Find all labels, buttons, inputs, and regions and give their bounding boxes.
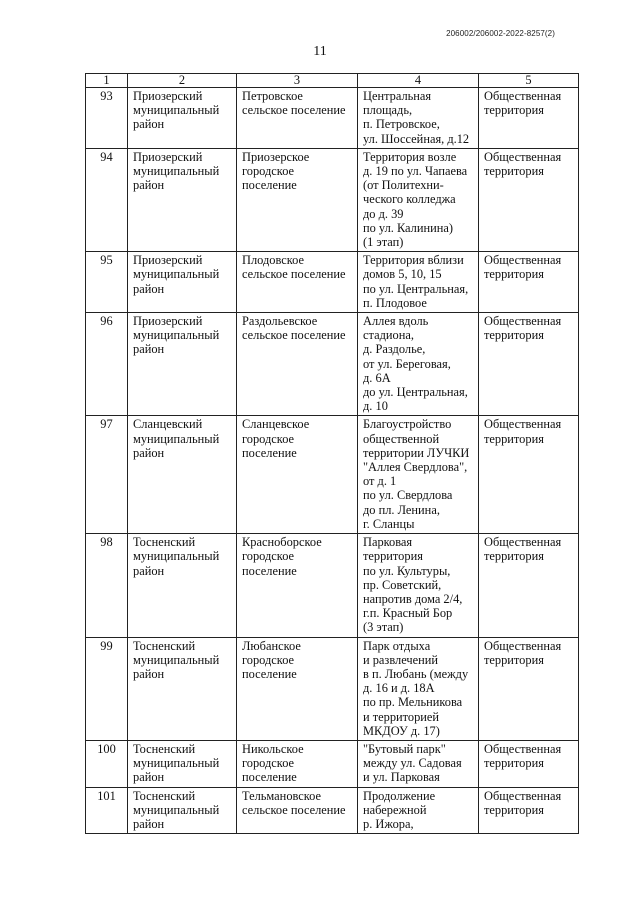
table-row xyxy=(86,637,579,740)
cell-number: 101 xyxy=(86,787,128,834)
table-row xyxy=(86,252,579,313)
cell-settlement: Тельмановское сельское поселение xyxy=(237,787,358,834)
cell-settlement: Никольское городское поселение xyxy=(237,740,358,787)
cell-object: Территория вблизи домов 5, 10, 15 по ул. Центральная, п. Плодовое xyxy=(358,252,479,313)
cell-district: Сланцевский муниципальный район xyxy=(128,416,237,534)
table-row xyxy=(86,148,579,251)
cell-object: Парк отдыха и развлечений в п. Любань (между д. 16 и д. 18А по пр. Мельникова и территорией МКДОУ д. 17) xyxy=(358,637,479,740)
cell-settlement: Петровское сельское поселение xyxy=(237,88,358,149)
cell-type: Общественная территория xyxy=(479,313,579,416)
cell-number: 93 xyxy=(86,88,128,149)
column-header-2: 2 xyxy=(128,74,237,88)
cell-object: Благоустройство общественной территории ЛУЧКИ "Аллея Свердлова", от д. 1 по ул. Свердлова до пл. Ленина, г. Сланцы xyxy=(358,416,479,534)
cell-number: 97 xyxy=(86,416,128,534)
table-row xyxy=(86,787,579,834)
cell-type: Общественная территория xyxy=(479,534,579,637)
page-number: 11 xyxy=(313,44,327,59)
territories-table xyxy=(85,73,579,834)
cell-settlement: Сланцевское городское поселение xyxy=(237,416,358,534)
column-header-4: 4 xyxy=(358,74,479,88)
cell-object: "Бутовый парк" между ул. Садовая и ул. Парковая xyxy=(358,740,479,787)
cell-settlement: Красноборское городское поселение xyxy=(237,534,358,637)
table-row xyxy=(86,313,579,416)
cell-district: Тосненский муниципальный район xyxy=(128,637,237,740)
cell-settlement: Плодовское сельское поселение xyxy=(237,252,358,313)
cell-district: Тосненский муниципальный район xyxy=(128,534,237,637)
cell-number: 98 xyxy=(86,534,128,637)
column-header-3: 3 xyxy=(237,74,358,88)
cell-district: Приозерский муниципальный район xyxy=(128,148,237,251)
cell-district: Приозерский муниципальный район xyxy=(128,88,237,149)
cell-district: Приозерский муниципальный район xyxy=(128,252,237,313)
cell-type: Общественная территория xyxy=(479,148,579,251)
cell-district: Тосненский муниципальный район xyxy=(128,740,237,787)
table-header-row xyxy=(86,74,579,88)
cell-object: Аллея вдоль стадиона, д. Раздолье, от ул. Береговая, д. 6А до ул. Центральная, д. 10 xyxy=(358,313,479,416)
cell-object: Территория возле д. 19 по ул. Чапаева (от Политехни- ческого колледжа до д. 39 по ул. Калинина) (1 этап) xyxy=(358,148,479,251)
cell-type: Общественная территория xyxy=(479,740,579,787)
cell-settlement: Любанское городское поселение xyxy=(237,637,358,740)
table-body xyxy=(86,88,579,834)
cell-type: Общественная территория xyxy=(479,252,579,313)
cell-type: Общественная территория xyxy=(479,787,579,834)
cell-object: Центральная площадь, п. Петровское, ул. Шоссейная, д.12 xyxy=(358,88,479,149)
cell-settlement: Приозерское городское поселение xyxy=(237,148,358,251)
cell-settlement: Раздольевское сельское поселение xyxy=(237,313,358,416)
cell-object: Парковая территория по ул. Культуры, пр. Советский, напротив дома 2/4, г.п. Красный Бор (3 этап) xyxy=(358,534,479,637)
cell-district: Приозерский муниципальный район xyxy=(128,313,237,416)
cell-type: Общественная территория xyxy=(479,416,579,534)
cell-district: Тосненский муниципальный район xyxy=(128,787,237,834)
cell-number: 99 xyxy=(86,637,128,740)
column-header-1: 1 xyxy=(86,74,128,88)
cell-number: 100 xyxy=(86,740,128,787)
cell-type: Общественная территория xyxy=(479,637,579,740)
document-id: 206002/206002-2022-8257(2) xyxy=(446,29,555,38)
column-header-5: 5 xyxy=(479,74,579,88)
cell-object: Продолжение набережной р. Ижора, xyxy=(358,787,479,834)
table-row xyxy=(86,534,579,637)
cell-number: 94 xyxy=(86,148,128,251)
cell-number: 95 xyxy=(86,252,128,313)
cell-number: 96 xyxy=(86,313,128,416)
table-row xyxy=(86,740,579,787)
table-row xyxy=(86,416,579,534)
table-row xyxy=(86,88,579,149)
cell-type: Общественная территория xyxy=(479,88,579,149)
